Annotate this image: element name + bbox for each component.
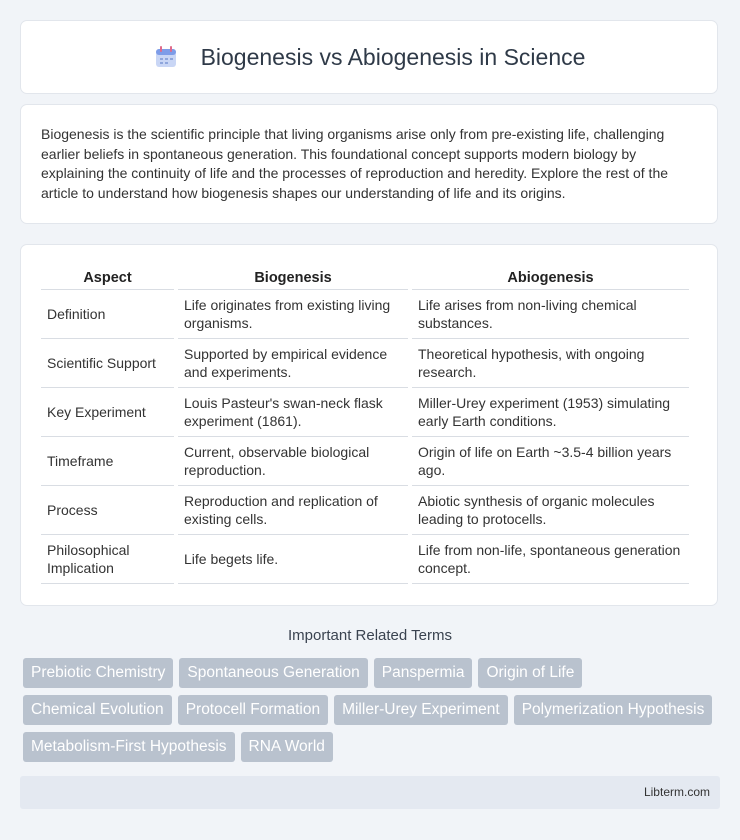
table-row (41, 486, 689, 535)
table-cell: Abiotic synthesis of organic molecules leading to protocells. (412, 486, 689, 535)
related-term-tag[interactable]: Origin of Life (478, 658, 582, 688)
related-terms-title: Important Related Terms (288, 627, 452, 644)
table-row (41, 339, 689, 388)
table-row (41, 388, 689, 437)
intro-paragraph: Biogenesis is the scientific principle that living organisms arise only from pre-existing life, challenging earlier beliefs in spontaneous generation. This foundational concept supports modern biology by explaining the continuity of life and the processes of reproduction and heredity. Explore the rest of the article to understand how biogenesis shapes our understanding of life and its origins. (41, 126, 669, 201)
table-cell: Louis Pasteur's swan-neck flask experiment (1861). (178, 388, 408, 437)
footer (20, 776, 720, 809)
table-cell: Process (41, 486, 174, 535)
related-term-tag[interactable]: Polymerization Hypothesis (514, 695, 713, 725)
table-cell: Theoretical hypothesis, with ongoing research. (412, 339, 689, 388)
table-cell: Philosophical Implication (41, 535, 174, 584)
table-cell: Scientific Support (41, 339, 174, 388)
footer-site-link[interactable]: Libterm.com (643, 785, 710, 799)
table-cell: Miller-Urey experiment (1953) simulating early Earth conditions. (412, 388, 689, 437)
column-header: Abiogenesis (412, 263, 689, 290)
table-row (41, 290, 689, 339)
calendar-icon (153, 44, 179, 70)
related-term-tag[interactable]: Chemical Evolution (23, 695, 172, 725)
table-header-row (41, 263, 689, 290)
related-term-tag[interactable]: Prebiotic Chemistry (23, 658, 173, 688)
table-row (41, 437, 689, 486)
header-card (20, 20, 718, 94)
related-term-tag[interactable]: Metabolism-First Hypothesis (23, 732, 235, 762)
page-title: Biogenesis vs Abiogenesis in Science (200, 43, 586, 70)
table-cell: Life arises from non-living chemical substances. (412, 290, 689, 339)
table-cell: Life from non-life, spontaneous generation concept. (412, 535, 689, 584)
table-cell: Origin of life on Earth ~3.5-4 billion years ago. (412, 437, 689, 486)
related-term-tag[interactable]: Panspermia (374, 658, 473, 688)
table-cell: Life begets life. (178, 535, 408, 584)
table-cell: Reproduction and replication of existing cells. (178, 486, 408, 535)
table-cell: Life originates from existing living organisms. (178, 290, 408, 339)
related-term-tag[interactable]: RNA World (241, 732, 333, 762)
table-cell: Definition (41, 290, 174, 339)
column-header: Biogenesis (178, 263, 408, 290)
comparison-table-card (20, 244, 718, 606)
related-term-tag[interactable]: Protocell Formation (178, 695, 328, 725)
table-cell: Key Experiment (41, 388, 174, 437)
comparison-table (37, 263, 693, 584)
related-term-tag[interactable]: Miller-Urey Experiment (334, 695, 508, 725)
related-terms-list (23, 658, 723, 762)
table-cell: Timeframe (41, 437, 174, 486)
table-row (41, 535, 689, 584)
table-cell: Supported by empirical evidence and experiments. (178, 339, 408, 388)
column-header: Aspect (41, 263, 174, 290)
intro-card (20, 104, 718, 224)
related-term-tag[interactable]: Spontaneous Generation (179, 658, 367, 688)
table-cell: Current, observable biological reproduction. (178, 437, 408, 486)
